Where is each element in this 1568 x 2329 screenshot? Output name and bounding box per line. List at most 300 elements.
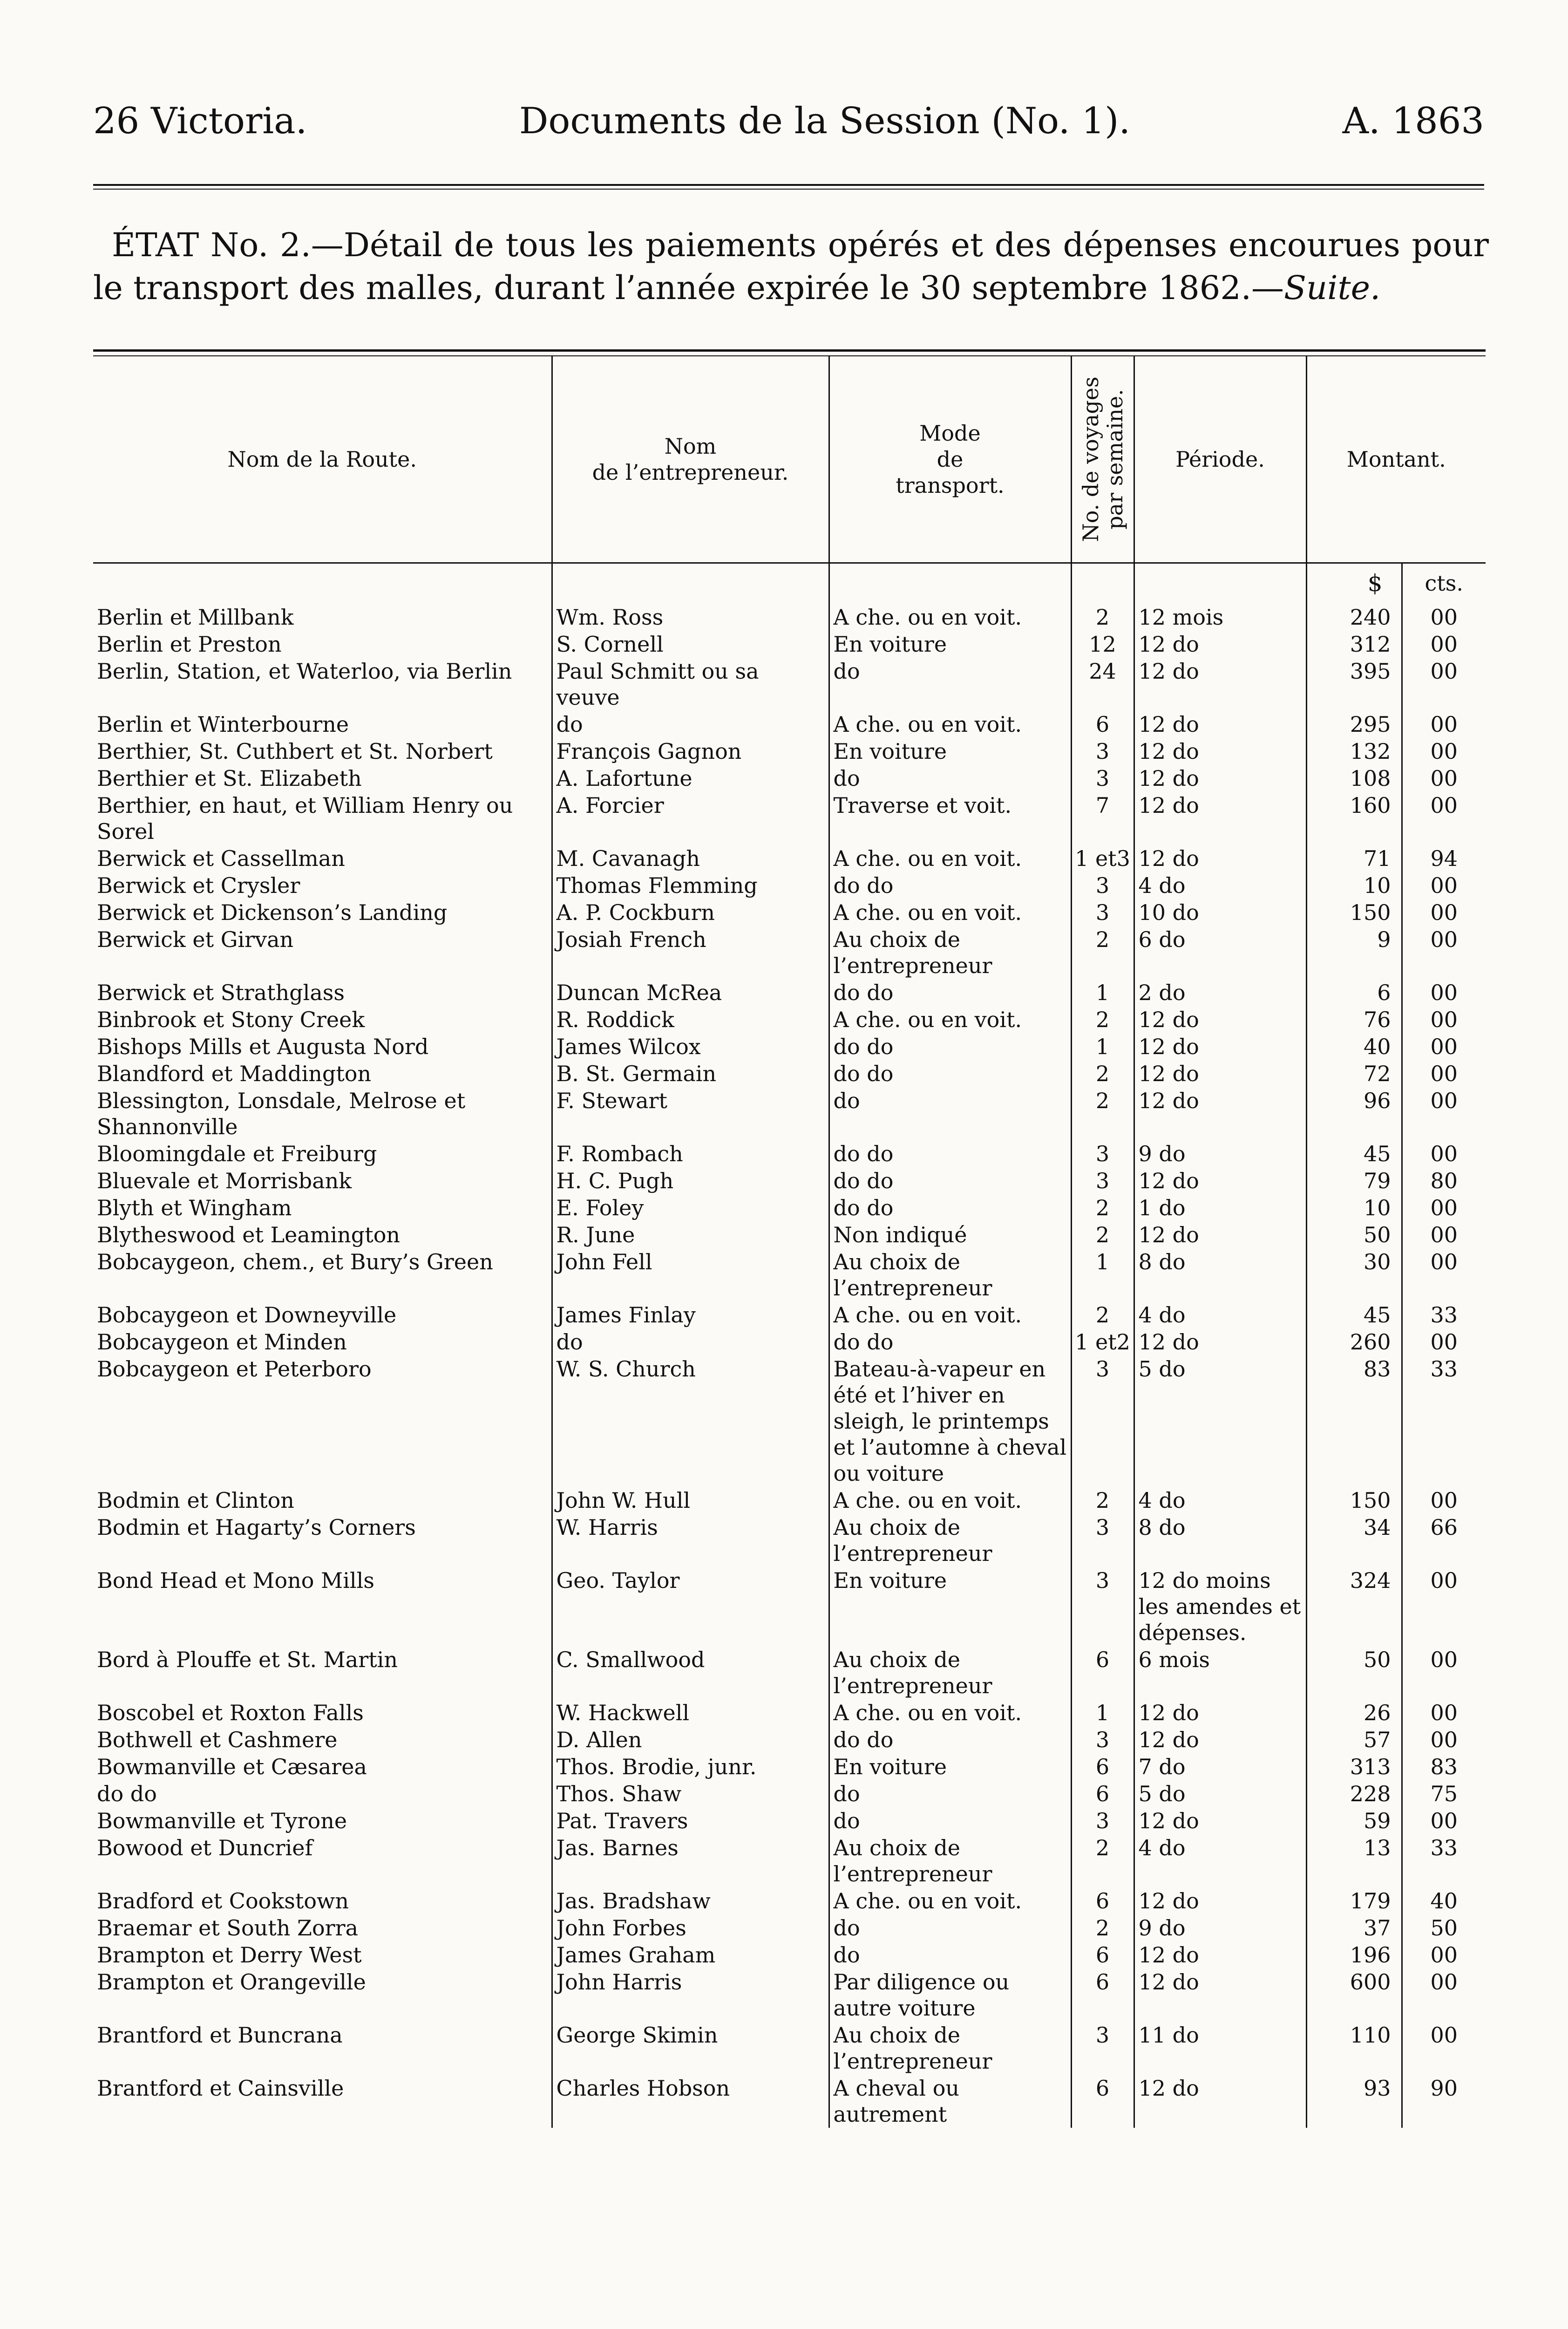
row-dollars: 83 xyxy=(1306,1355,1402,1487)
row-route: Berthier, St. Cuthbert et St. Norbert xyxy=(93,738,552,765)
row-period: 12 do xyxy=(1134,1167,1306,1194)
row-trips: 3 xyxy=(1071,765,1134,792)
row-period: 8 do xyxy=(1134,1248,1306,1301)
row-mode: do xyxy=(829,1941,1071,1968)
row-contractor: Thos. Brodie, junr. xyxy=(552,1753,829,1780)
table-row xyxy=(93,1033,1486,1060)
row-period: 12 do xyxy=(1134,1328,1306,1355)
row-mode: do do xyxy=(829,1033,1071,1060)
row-period: 5 do xyxy=(1134,1780,1306,1807)
row-trips: 1 xyxy=(1071,1033,1134,1060)
row-trips: 2 xyxy=(1071,926,1134,979)
row-trips: 3 xyxy=(1071,1807,1134,1834)
row-period: 12 do xyxy=(1134,1726,1306,1753)
unit-dollars: $ xyxy=(1306,563,1402,604)
header-entrepreneur: Nom de l’entrepreneur. xyxy=(552,356,829,563)
row-mode: En voiture xyxy=(829,631,1071,658)
row-mode: Au choix de l’entrepreneur xyxy=(829,1248,1071,1301)
row-dollars: 34 xyxy=(1306,1514,1402,1567)
row-period: 12 do moins les amendes et dépenses. xyxy=(1134,1567,1306,1646)
row-dollars: 160 xyxy=(1306,792,1402,845)
row-contractor: R. Roddick xyxy=(552,1006,829,1033)
table-row xyxy=(93,1087,1486,1140)
row-dollars: 71 xyxy=(1306,845,1402,872)
table-row xyxy=(93,631,1486,658)
row-route: Bloomingdale et Freiburg xyxy=(93,1140,552,1167)
row-trips: 1 et3 xyxy=(1071,845,1134,872)
row-route: Braemar et South Zorra xyxy=(93,1914,552,1941)
row-cents: 00 xyxy=(1430,1647,1458,1672)
payments-table xyxy=(93,356,1486,2128)
row-dollars: 150 xyxy=(1306,899,1402,926)
row-period: 9 do xyxy=(1134,1914,1306,1941)
row-trips: 1 xyxy=(1071,1699,1134,1726)
row-cents: 66 xyxy=(1430,1515,1458,1540)
row-route: Bradford et Cookstown xyxy=(93,1887,552,1914)
header-mode: Mode de transport. xyxy=(829,356,1071,563)
row-dollars: 312 xyxy=(1306,631,1402,658)
row-mode: do do xyxy=(829,1726,1071,1753)
row-dollars: 228 xyxy=(1306,1780,1402,1807)
row-period: 12 do xyxy=(1134,658,1306,711)
row-dollars: 9 xyxy=(1306,926,1402,979)
payments-table-wrapper xyxy=(93,349,1486,2128)
row-cents: 33 xyxy=(1430,1356,1458,1382)
row-trips: 2 xyxy=(1071,1487,1134,1514)
running-header xyxy=(93,93,1484,149)
row-contractor: John Forbes xyxy=(552,1914,829,1941)
row-mode: A che. ou en voit. xyxy=(829,1887,1071,1914)
table-row xyxy=(93,1167,1486,1194)
row-period: 7 do xyxy=(1134,1753,1306,1780)
row-dollars: 76 xyxy=(1306,1006,1402,1033)
row-dollars: 72 xyxy=(1306,1060,1402,1087)
row-trips: 3 xyxy=(1071,899,1134,926)
table-row xyxy=(93,1887,1486,1914)
row-route: Brantford et Buncrana xyxy=(93,2022,552,2075)
row-period: 12 do xyxy=(1134,765,1306,792)
row-cents: 00 xyxy=(1430,1488,1458,1513)
row-mode: Au choix de l’entrepreneur xyxy=(829,1834,1071,1887)
row-period: 12 do xyxy=(1134,1941,1306,1968)
row-route: Bowood et Duncrief xyxy=(93,1834,552,1887)
row-cents: 00 xyxy=(1430,873,1458,898)
header-voyages xyxy=(1071,356,1134,563)
row-period: 12 do xyxy=(1134,1060,1306,1087)
row-trips: 1 xyxy=(1071,1248,1134,1301)
row-period: 10 do xyxy=(1134,899,1306,926)
row-mode: do do xyxy=(829,1194,1071,1221)
table-row xyxy=(93,658,1486,711)
row-dollars: 45 xyxy=(1306,1301,1402,1328)
table-row xyxy=(93,1780,1486,1807)
row-cents: 00 xyxy=(1430,1329,1458,1355)
row-mode: do do xyxy=(829,1328,1071,1355)
row-mode: A che. ou en voit. xyxy=(829,1301,1071,1328)
row-cents: 00 xyxy=(1430,1727,1458,1752)
row-cents: 00 xyxy=(1430,1195,1458,1220)
row-trips: 3 xyxy=(1071,1514,1134,1567)
table-row xyxy=(93,604,1486,631)
row-period: 1 do xyxy=(1134,1194,1306,1221)
row-mode: Non indiqué xyxy=(829,1221,1071,1248)
row-period: 12 do xyxy=(1134,1968,1306,2022)
row-dollars: 324 xyxy=(1306,1567,1402,1646)
row-contractor: H. C. Pugh xyxy=(552,1167,829,1194)
row-trips: 2 xyxy=(1071,1194,1134,1221)
caption-text: ÉTAT No. 2.—Détail de tous les paiements opérés et des dépenses encourues pour le transport des malles, durant l’année expirée le 30 septembre 1862.— xyxy=(93,226,1489,307)
row-trips: 6 xyxy=(1071,1646,1134,1699)
row-contractor: W. Harris xyxy=(552,1514,829,1567)
row-route: Bobcaygeon, chem., et Bury’s Green xyxy=(93,1248,552,1301)
table-row xyxy=(93,899,1486,926)
row-dollars: 96 xyxy=(1306,1087,1402,1140)
row-period: 5 do xyxy=(1134,1355,1306,1487)
row-contractor: S. Cornell xyxy=(552,631,829,658)
row-mode: A che. ou en voit. xyxy=(829,1487,1071,1514)
row-route: Brantford et Cainsville xyxy=(93,2075,552,2128)
row-contractor: M. Cavanagh xyxy=(552,845,829,872)
table-row xyxy=(93,711,1486,738)
row-trips: 3 xyxy=(1071,1167,1134,1194)
header-rule xyxy=(93,184,1484,190)
row-route: Bond Head et Mono Mills xyxy=(93,1567,552,1646)
row-contractor: W. S. Church xyxy=(552,1355,829,1487)
row-dollars: 79 xyxy=(1306,1167,1402,1194)
table-row xyxy=(93,1807,1486,1834)
row-cents: 00 xyxy=(1430,766,1458,791)
row-contractor: John W. Hull xyxy=(552,1487,829,1514)
row-route: Brampton et Orangeville xyxy=(93,1968,552,2022)
row-dollars: 110 xyxy=(1306,2022,1402,2075)
table-row xyxy=(93,1834,1486,1887)
row-trips: 24 xyxy=(1071,658,1134,711)
row-trips: 2 xyxy=(1071,1834,1134,1887)
row-dollars: 6 xyxy=(1306,979,1402,1006)
row-cents: 00 xyxy=(1430,927,1458,952)
row-mode: do xyxy=(829,1780,1071,1807)
table-row xyxy=(93,1646,1486,1699)
row-cents: 40 xyxy=(1430,1888,1458,1914)
row-period: 6 do xyxy=(1134,926,1306,979)
row-mode: En voiture xyxy=(829,1567,1071,1646)
table-row xyxy=(93,1726,1486,1753)
row-contractor: Paul Schmitt ou sa veuve xyxy=(552,658,829,711)
row-period: 6 mois xyxy=(1134,1646,1306,1699)
row-mode: Traverse et voit. xyxy=(829,792,1071,845)
table-row xyxy=(93,765,1486,792)
row-contractor: John Harris xyxy=(552,1968,829,2022)
row-trips: 6 xyxy=(1071,1780,1134,1807)
row-contractor: F. Rombach xyxy=(552,1140,829,1167)
row-contractor: R. June xyxy=(552,1221,829,1248)
row-route: Blytheswood et Leamington xyxy=(93,1221,552,1248)
row-period: 8 do xyxy=(1134,1514,1306,1567)
row-dollars: 30 xyxy=(1306,1248,1402,1301)
table-row xyxy=(93,1567,1486,1646)
row-trips: 3 xyxy=(1071,1567,1134,1646)
table-row xyxy=(93,872,1486,899)
row-mode: Au choix de l’entrepreneur xyxy=(829,2022,1071,2075)
row-mode: A che. ou en voit. xyxy=(829,1699,1071,1726)
row-contractor: Geo. Taylor xyxy=(552,1567,829,1646)
header-periode: Période. xyxy=(1134,356,1306,563)
row-route: Berwick et Strathglass xyxy=(93,979,552,1006)
table-row xyxy=(93,1914,1486,1941)
row-cents: 00 xyxy=(1430,739,1458,764)
row-contractor: George Skimin xyxy=(552,2022,829,2075)
table-row xyxy=(93,1140,1486,1167)
row-dollars: 395 xyxy=(1306,658,1402,711)
row-mode: do do xyxy=(829,1060,1071,1087)
row-trips: 6 xyxy=(1071,1753,1134,1780)
row-route: Berwick et Dickenson’s Landing xyxy=(93,899,552,926)
row-route: Blyth et Wingham xyxy=(93,1194,552,1221)
row-mode: Au choix de l’entrepreneur xyxy=(829,1514,1071,1567)
row-contractor: do xyxy=(552,711,829,738)
row-trips: 6 xyxy=(1071,1941,1134,1968)
row-mode: do do xyxy=(829,979,1071,1006)
row-period: 12 mois xyxy=(1134,604,1306,631)
row-route: do do xyxy=(93,1780,552,1807)
row-period: 4 do xyxy=(1134,1301,1306,1328)
row-contractor: Duncan McRea xyxy=(552,979,829,1006)
row-cents: 94 xyxy=(1430,846,1458,871)
row-route: Boscobel et Roxton Falls xyxy=(93,1699,552,1726)
row-period: 12 do xyxy=(1134,1221,1306,1248)
row-trips: 3 xyxy=(1071,2022,1134,2075)
table-row xyxy=(93,1753,1486,1780)
row-mode: Bateau-à-vapeur en été et l’hiver en sleigh, le printemps et l’automne à cheval ou voiture xyxy=(829,1355,1071,1487)
table-row xyxy=(93,1514,1486,1567)
row-period: 12 do xyxy=(1134,792,1306,845)
table-row xyxy=(93,1248,1486,1301)
table-body xyxy=(93,563,1486,2128)
row-mode: Par diligence ou autre voiture xyxy=(829,1968,1071,2022)
row-route: Bobcaygeon et Peterboro xyxy=(93,1355,552,1487)
row-route: Blessington, Lonsdale, Melrose et Shannonville xyxy=(93,1087,552,1140)
row-dollars: 240 xyxy=(1306,604,1402,631)
row-dollars: 50 xyxy=(1306,1646,1402,1699)
row-route: Bodmin et Clinton xyxy=(93,1487,552,1514)
row-cents: 00 xyxy=(1430,980,1458,1005)
row-dollars: 13 xyxy=(1306,1834,1402,1887)
row-dollars: 45 xyxy=(1306,1140,1402,1167)
row-mode: do xyxy=(829,1807,1071,1834)
row-cents: 33 xyxy=(1430,1302,1458,1328)
row-dollars: 196 xyxy=(1306,1941,1402,1968)
table-row xyxy=(93,1006,1486,1033)
table-row xyxy=(93,738,1486,765)
row-contractor: W. Hackwell xyxy=(552,1699,829,1726)
row-contractor: B. St. Germain xyxy=(552,1060,829,1087)
row-dollars: 295 xyxy=(1306,711,1402,738)
row-cents: 00 xyxy=(1430,1942,1458,1968)
caption-suite: Suite. xyxy=(1284,269,1381,307)
row-route: Berthier, en haut, et William Henry ou Sorel xyxy=(93,792,552,845)
row-period: 12 do xyxy=(1134,738,1306,765)
row-dollars: 10 xyxy=(1306,872,1402,899)
table-row xyxy=(93,2022,1486,2075)
row-cents: 00 xyxy=(1430,1808,1458,1833)
row-mode: A che. ou en voit. xyxy=(829,1006,1071,1033)
row-cents: 00 xyxy=(1430,659,1458,684)
row-dollars: 108 xyxy=(1306,765,1402,792)
row-route: Bodmin et Hagarty’s Corners xyxy=(93,1514,552,1567)
row-dollars: 26 xyxy=(1306,1699,1402,1726)
row-route: Berwick et Girvan xyxy=(93,926,552,979)
row-dollars: 57 xyxy=(1306,1726,1402,1753)
row-trips: 2 xyxy=(1071,1087,1134,1140)
row-cents: 90 xyxy=(1430,2076,1458,2101)
unit-cents: cts. xyxy=(1425,571,1463,596)
row-mode: A che. ou en voit. xyxy=(829,711,1071,738)
row-contractor: C. Smallwood xyxy=(552,1646,829,1699)
row-contractor: Thomas Flemming xyxy=(552,872,829,899)
row-cents: 00 xyxy=(1430,1969,1458,1995)
row-dollars: 179 xyxy=(1306,1887,1402,1914)
row-mode: Au choix de l’entrepreneur xyxy=(829,926,1071,979)
row-cents: 00 xyxy=(1430,1061,1458,1086)
row-contractor: do xyxy=(552,1328,829,1355)
row-route: Blandford et Maddington xyxy=(93,1060,552,1087)
row-cents: 83 xyxy=(1430,1754,1458,1779)
row-trips: 3 xyxy=(1071,1355,1134,1487)
row-cents: 00 xyxy=(1430,1034,1458,1059)
row-route: Berthier et St. Elizabeth xyxy=(93,765,552,792)
row-mode: En voiture xyxy=(829,738,1071,765)
row-mode: do do xyxy=(829,1167,1071,1194)
row-dollars: 50 xyxy=(1306,1221,1402,1248)
row-mode: do xyxy=(829,658,1071,711)
row-mode: A che. ou en voit. xyxy=(829,899,1071,926)
row-contractor: A. Lafortune xyxy=(552,765,829,792)
row-period: 12 do xyxy=(1134,1006,1306,1033)
row-route: Berlin, Station, et Waterloo, via Berlin xyxy=(93,658,552,711)
table-row xyxy=(93,1968,1486,2022)
row-period: 11 do xyxy=(1134,2022,1306,2075)
row-dollars: 93 xyxy=(1306,2075,1402,2128)
row-period: 4 do xyxy=(1134,1834,1306,1887)
table-row xyxy=(93,1487,1486,1514)
row-trips: 3 xyxy=(1071,738,1134,765)
table-row xyxy=(93,1194,1486,1221)
table-caption xyxy=(93,224,1489,309)
table-row xyxy=(93,1941,1486,1968)
row-mode: A che. ou en voit. xyxy=(829,604,1071,631)
row-mode: A che. ou en voit. xyxy=(829,845,1071,872)
row-period: 12 do xyxy=(1134,845,1306,872)
row-mode: do xyxy=(829,1087,1071,1140)
row-period: 4 do xyxy=(1134,872,1306,899)
row-trips: 1 et2 xyxy=(1071,1328,1134,1355)
row-trips: 6 xyxy=(1071,2075,1134,2128)
header-center: Documents de la Session (No. 1). xyxy=(519,100,1131,142)
units-row xyxy=(93,563,1486,604)
row-contractor: E. Foley xyxy=(552,1194,829,1221)
row-cents: 00 xyxy=(1430,1007,1458,1032)
row-trips: 2 xyxy=(1071,1006,1134,1033)
row-dollars: 132 xyxy=(1306,738,1402,765)
row-cents: 80 xyxy=(1430,1168,1458,1193)
row-cents: 75 xyxy=(1430,1781,1458,1806)
table-row xyxy=(93,2075,1486,2128)
row-trips: 12 xyxy=(1071,631,1134,658)
row-trips: 3 xyxy=(1071,1140,1134,1167)
row-contractor: A. Forcier xyxy=(552,792,829,845)
row-period: 12 do xyxy=(1134,1033,1306,1060)
row-route: Berwick et Crysler xyxy=(93,872,552,899)
row-period: 2 do xyxy=(1134,979,1306,1006)
row-route: Berlin et Winterbourne xyxy=(93,711,552,738)
row-period: 12 do xyxy=(1134,631,1306,658)
row-contractor: A. P. Cockburn xyxy=(552,899,829,926)
table-row xyxy=(93,1355,1486,1487)
row-dollars: 37 xyxy=(1306,1914,1402,1941)
table-row xyxy=(93,979,1486,1006)
row-cents: 50 xyxy=(1430,1915,1458,1941)
row-route: Bowmanville et Tyrone xyxy=(93,1807,552,1834)
row-cents: 00 xyxy=(1430,1249,1458,1274)
row-contractor: François Gagnon xyxy=(552,738,829,765)
row-dollars: 59 xyxy=(1306,1807,1402,1834)
table-top-rule xyxy=(93,349,1486,356)
row-trips: 2 xyxy=(1071,604,1134,631)
row-contractor: Josiah French xyxy=(552,926,829,979)
row-contractor: Charles Hobson xyxy=(552,2075,829,2128)
row-trips: 3 xyxy=(1071,872,1134,899)
row-contractor: Thos. Shaw xyxy=(552,1780,829,1807)
row-trips: 6 xyxy=(1071,1968,1134,2022)
header-left: 26 Victoria. xyxy=(93,100,307,142)
row-trips: 6 xyxy=(1071,1887,1134,1914)
row-dollars: 600 xyxy=(1306,1968,1402,2022)
row-route: Binbrook et Stony Creek xyxy=(93,1006,552,1033)
row-dollars: 40 xyxy=(1306,1033,1402,1060)
row-route: Bluevale et Morrisbank xyxy=(93,1167,552,1194)
row-period: 12 do xyxy=(1134,1699,1306,1726)
row-period: 12 do xyxy=(1134,1807,1306,1834)
header-voyages-text: No. de voyages par semaine. xyxy=(1078,376,1127,542)
row-period: 4 do xyxy=(1134,1487,1306,1514)
table-row xyxy=(93,1699,1486,1726)
row-contractor: James Finlay xyxy=(552,1301,829,1328)
row-dollars: 260 xyxy=(1306,1328,1402,1355)
row-contractor: Wm. Ross xyxy=(552,604,829,631)
table-row xyxy=(93,845,1486,872)
row-mode: Au choix de l’entrepreneur xyxy=(829,1646,1071,1699)
row-trips: 1 xyxy=(1071,979,1134,1006)
table-row xyxy=(93,1328,1486,1355)
row-mode: En voiture xyxy=(829,1753,1071,1780)
row-period: 12 do xyxy=(1134,711,1306,738)
header-right: A. 1863 xyxy=(1342,100,1484,142)
row-route: Berlin et Millbank xyxy=(93,604,552,631)
row-cents: 00 xyxy=(1430,1700,1458,1725)
row-contractor: James Graham xyxy=(552,1941,829,1968)
row-contractor: Jas. Bradshaw xyxy=(552,1887,829,1914)
row-route: Bishops Mills et Augusta Nord xyxy=(93,1033,552,1060)
row-period: 12 do xyxy=(1134,1887,1306,1914)
row-period: 12 do xyxy=(1134,1087,1306,1140)
row-mode: A cheval ou autrement xyxy=(829,2075,1071,2128)
row-cents: 00 xyxy=(1430,1222,1458,1247)
row-trips: 6 xyxy=(1071,711,1134,738)
row-trips: 3 xyxy=(1071,1726,1134,1753)
row-route: Bobcaygeon et Minden xyxy=(93,1328,552,1355)
row-route: Bobcaygeon et Downeyville xyxy=(93,1301,552,1328)
row-cents: 00 xyxy=(1430,1088,1458,1113)
